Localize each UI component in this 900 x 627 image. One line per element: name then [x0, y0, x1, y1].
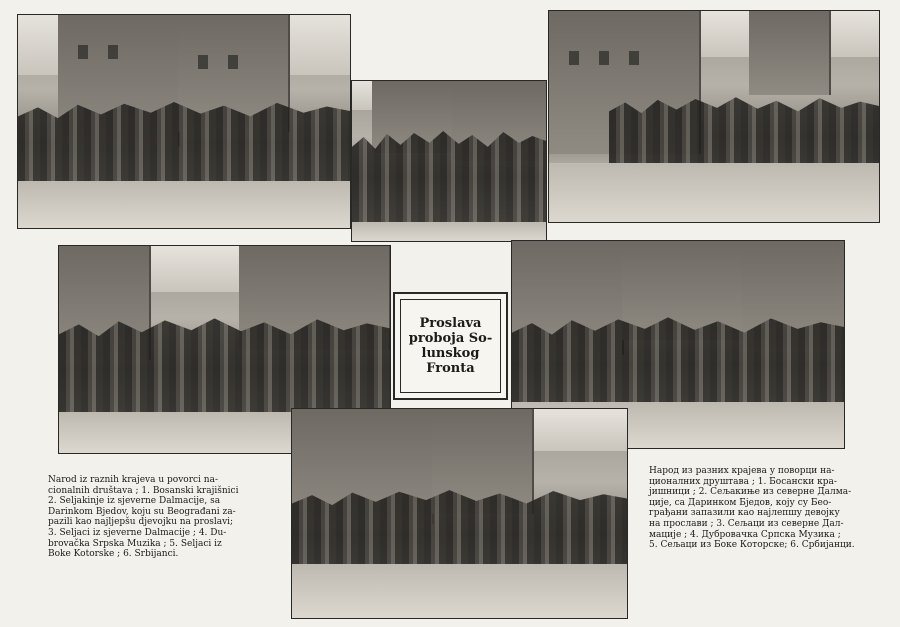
article-title-box — [393, 292, 508, 400]
caption-latin: Narod iz raznih krajeva u povorci na- cionalnih društava ; 1. Bosanski krajišnici 2. Seljakinje iz sjeverne Dalmacije, sa Darinkom Bjedov, koju su Beograđani za- pazili kao najljepšu djevojku na proslavi; 3. Seljaci iz sjeverne Dalmacije ; 4. Du- brovačka Srpska Muzika ; 5. Seljaci iz Boke Kotorske ; 6. Srbijanci. — [48, 475, 239, 560]
photo-seljaci-sjeverna-dalmacija — [548, 10, 880, 223]
photo-seljakinje-dalmacija — [351, 80, 547, 242]
photo-srbijanci — [291, 408, 628, 619]
caption-cyrillic: Народ из разних крајева у поворци на- ционалних друштава ; 1. Босански кра- јишници ; 2. Сељакиње из северне Далма- ције, са Даринком Бједов, коју су Бео- грађани запазили као најлепшу девојку на прослави ; 3. Сељаци из северне Дал- мације ; 4. Дубровачка Српска Музика ; 5. Сељаци из Боке Которске; 6. Србијанци. — [649, 466, 855, 551]
article-title: Proslava proboja So- lunskog Fronta — [408, 316, 493, 376]
photo-bosanski-krajisnici — [17, 14, 351, 229]
